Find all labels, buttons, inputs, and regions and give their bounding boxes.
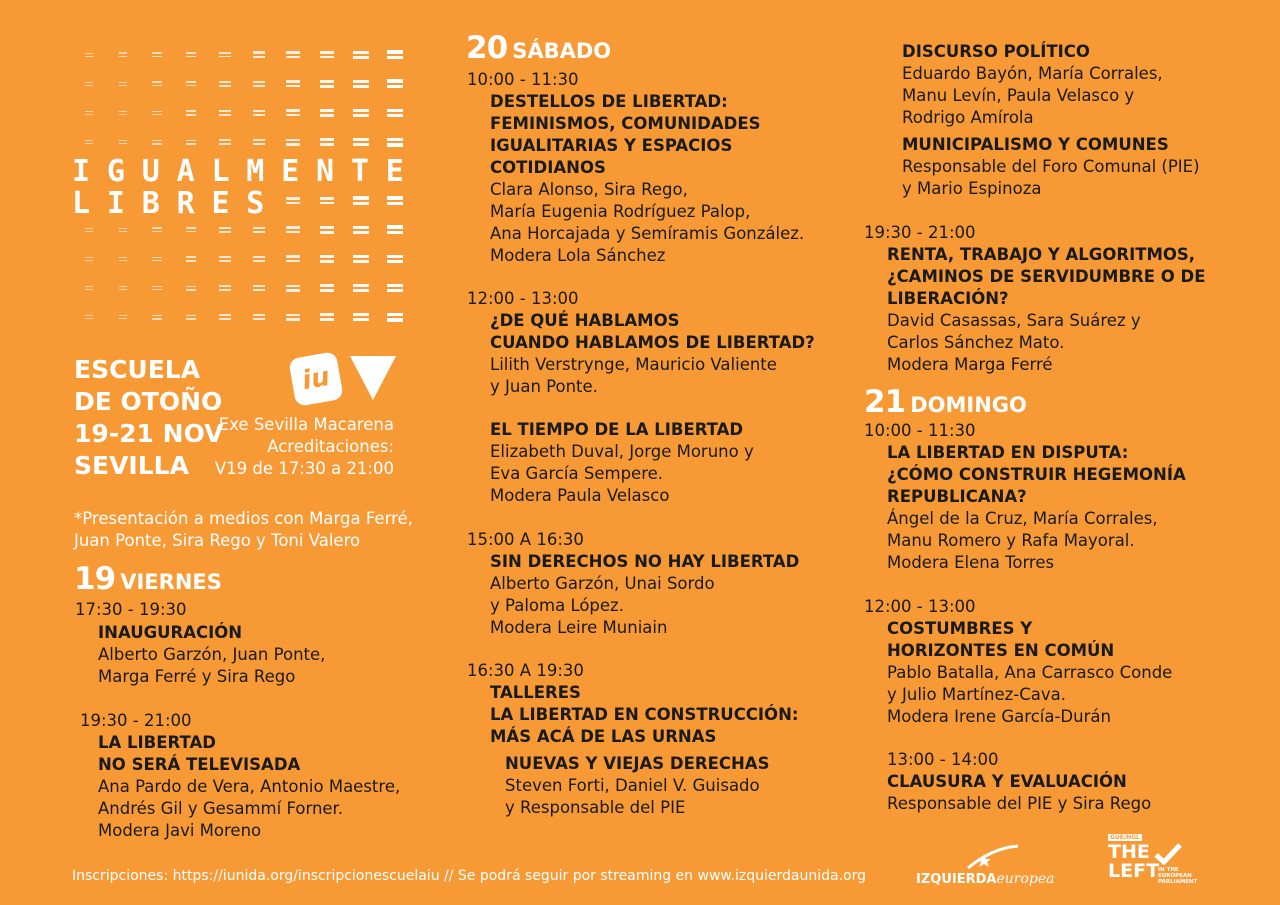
session-speakers: Marga Ferré y Sira Rego (98, 667, 296, 686)
day-header-friday (74, 561, 222, 597)
equals-glyph (387, 253, 403, 266)
session-block (490, 419, 754, 507)
equals-glyph (353, 194, 368, 206)
venue-line: V19 de 17:30 a 21:00 (214, 459, 394, 478)
equals-mark (242, 40, 276, 69)
equals-glyph (152, 225, 162, 234)
equals-mark (140, 69, 174, 98)
equals-glyph (253, 49, 266, 59)
equals-mark (140, 274, 174, 303)
equals-mark (310, 40, 344, 69)
equals-glyph (186, 254, 197, 263)
equals-mark (310, 215, 344, 244)
equals-glyph (253, 283, 266, 293)
equals-mark (174, 303, 208, 332)
equals-mark (174, 244, 208, 273)
equals-glyph (353, 49, 368, 61)
equals-mark (310, 274, 344, 303)
equals-mark (208, 303, 242, 332)
workshop-speakers: Eduardo Bayón, María Corrales, (902, 64, 1163, 83)
equals-mark (276, 40, 310, 69)
equals-glyph (219, 283, 231, 293)
session-speakers: Lilith Verstrynge, Mauricio Valiente (490, 355, 777, 374)
equals-glyph (286, 312, 299, 323)
session-speakers: y Julio Martínez-Cava. (887, 685, 1067, 704)
session-block (887, 771, 1151, 815)
session-time: 17:30 - 19:30 (75, 600, 187, 619)
equals-mark (344, 303, 378, 332)
equals-glyph (286, 283, 299, 294)
session-title: INAUGURACIÓN (98, 623, 243, 642)
equals-glyph (320, 49, 334, 61)
session-time: 15:00 A 16:30 (467, 530, 584, 549)
equals-glyph (286, 49, 299, 60)
equals-mark (208, 128, 242, 157)
equals-mark (242, 274, 276, 303)
equals-glyph (219, 312, 231, 322)
equals-glyph (253, 312, 266, 322)
workshop-title: NUEVAS Y VIEJAS DERECHAS (505, 754, 770, 773)
equals-mark (378, 244, 412, 273)
logo-text-left: LEFT (1108, 860, 1160, 882)
equals-mark (276, 303, 310, 332)
workshop-title: MUNICIPALISMO Y COMUNES (902, 135, 1169, 154)
checkmark-icon (1154, 843, 1182, 865)
equals-glyph (186, 284, 197, 293)
session-time: 12:00 - 13:00 (864, 597, 976, 616)
press-line: Juan Ponte, Sira Rego y Toni Valero (74, 531, 361, 550)
equals-glyph (253, 254, 266, 264)
equals-glyph (387, 194, 403, 207)
equals-mark (344, 98, 378, 127)
equals-mark (174, 274, 208, 303)
equals-glyph (85, 109, 93, 117)
equals-glyph (186, 79, 197, 88)
session-block (490, 551, 799, 639)
equals-glyph (186, 313, 197, 322)
session-speakers: Ángel de la Cruz, María Corrales, (887, 509, 1158, 528)
session-moderator: Modera Javi Moreno (98, 821, 262, 840)
equals-glyph (353, 311, 368, 323)
equals-glyph (320, 253, 334, 265)
workshop-speakers: Rodrigo Amírola (902, 108, 1034, 127)
equals-mark (208, 40, 242, 69)
equals-mark (344, 40, 378, 69)
brand-line-1 (72, 154, 421, 189)
equals-glyph (85, 138, 93, 146)
session-title: COTIDIANOS (490, 158, 606, 177)
event-title-line: ESCUELA (74, 355, 201, 384)
equals-glyph (286, 224, 299, 235)
session-block (490, 91, 804, 267)
equals-glyph (85, 226, 93, 234)
session-title: ¿DE QUÉ HABLAMOS (490, 311, 680, 330)
equals-glyph (387, 107, 403, 120)
equals-mark (378, 303, 412, 332)
session-speakers: David Casassas, Sara Suárez y (887, 311, 1141, 330)
equals-mark (72, 244, 106, 273)
equals-mark (344, 215, 378, 244)
venue-line: Exe Sevilla Macarena (218, 415, 394, 434)
session-time: 19:30 - 21:00 (80, 711, 192, 730)
venue-line: Acreditaciones: (267, 437, 394, 456)
equals-mark (72, 69, 106, 98)
session-time: 16:30 A 19:30 (467, 661, 584, 680)
session-time: 12:00 - 13:00 (467, 289, 579, 308)
session-moderator: Modera Marga Ferré (887, 355, 1053, 374)
equals-mark (378, 98, 412, 127)
brand-igualmente: IGUALMENTE (72, 154, 421, 189)
izquierda-europea-logo (916, 840, 1056, 890)
session-title: HORIZONTES EN COMÚN (887, 641, 1115, 660)
workshop-speakers: Steven Forti, Daniel V. Guisado (505, 776, 760, 795)
day-name: VIERNES (120, 570, 222, 594)
equals-mark (106, 274, 140, 303)
session-speakers: Manu Romero y Rafa Mayoral. (887, 531, 1135, 550)
workshop-title: DISCURSO POLÍTICO (902, 42, 1090, 61)
session-title: LA LIBERTAD EN DISPUTA: (887, 443, 1129, 462)
session-time: 10:00 - 11:30 (864, 421, 976, 440)
session-title: TALLERES (490, 683, 581, 702)
session-title: ¿CÓMO CONSTRUIR HEGEMONÍA (887, 465, 1186, 484)
equals-glyph (85, 80, 93, 88)
equals-glyph (286, 195, 299, 206)
equals-mark (344, 69, 378, 98)
equals-glyph (253, 225, 266, 235)
equals-glyph (387, 282, 403, 295)
session-moderator: Modera Paula Velasco (490, 486, 670, 505)
equals-mark (140, 303, 174, 332)
session-speakers: Carlos Sánchez Mato. (887, 333, 1065, 352)
equals-mark (72, 128, 106, 157)
session-moderator: Modera Irene García-Durán (887, 707, 1111, 726)
equals-mark (242, 244, 276, 273)
equals-glyph (286, 137, 299, 148)
session-speakers: Clara Alonso, Sira Rego, (490, 180, 688, 199)
session-title: CUANDO HABLAMOS DE LIBERTAD? (490, 333, 815, 352)
equals-glyph (186, 50, 197, 59)
session-time: 10:00 - 11:30 (467, 70, 579, 89)
equals-glyph (253, 79, 266, 89)
triangle-logo-icon (350, 356, 396, 400)
equals-glyph (320, 78, 334, 90)
equals-mark (174, 128, 208, 157)
session-title: IGUALITARIAS Y ESPACIOS (490, 136, 733, 155)
equals-mark (208, 98, 242, 127)
equals-glyph (186, 108, 197, 117)
session-moderator: Modera Elena Torres (887, 553, 1055, 572)
equals-mark (174, 69, 208, 98)
equals-glyph (353, 107, 368, 119)
day-number: 19 (74, 561, 116, 597)
workshop-speakers: y Mario Espinoza (902, 179, 1042, 198)
equals-glyph (320, 311, 334, 323)
equals-mark (276, 274, 310, 303)
equals-mark (276, 69, 310, 98)
equals-glyph (152, 255, 162, 264)
equals-mark (378, 128, 412, 157)
equals-mark (378, 186, 412, 215)
equals-glyph (320, 224, 334, 236)
session-title: COSTUMBRES Y (887, 619, 1033, 638)
the-left-logo (1108, 834, 1218, 888)
equals-glyph (152, 50, 162, 59)
equals-mark (242, 128, 276, 157)
equals-mark (174, 98, 208, 127)
equals-glyph (219, 137, 231, 147)
equals-mark (344, 274, 378, 303)
equals-mark (242, 98, 276, 127)
equals-mark (140, 244, 174, 273)
equals-mark (174, 40, 208, 69)
session-speakers: y Juan Ponte. (490, 377, 598, 396)
day-header-saturday (466, 30, 611, 66)
workshop-block (902, 134, 1200, 200)
session-speakers: Pablo Batalla, Ana Carrasco Conde (887, 663, 1173, 682)
equals-mark (276, 128, 310, 157)
parliament-line: IN THE (1158, 867, 1179, 873)
logo-text-the: THE (1108, 841, 1150, 863)
event-title-line: DE OTOÑO (74, 387, 223, 416)
equals-mark (72, 274, 106, 303)
equals-glyph (320, 107, 334, 119)
iu-logo (288, 351, 344, 407)
equals-glyph (353, 253, 368, 265)
workshop-speakers: Responsable del Foro Comunal (PIE) (902, 157, 1200, 176)
equals-mark (106, 98, 140, 127)
session-title: ¿CAMINOS DE SERVIDUMBRE O DE (887, 267, 1206, 286)
equals-glyph (353, 282, 368, 294)
equals-glyph (353, 136, 368, 148)
day-name: SÁBADO (512, 39, 612, 63)
day-header-sunday (864, 384, 1027, 420)
brand-line-2 (72, 186, 281, 221)
equals-mark (310, 186, 344, 215)
equals-mark (310, 98, 344, 127)
session-speakers: Andrés Gil y Gesammí Forner. (98, 799, 344, 818)
equals-glyph (119, 50, 128, 58)
equals-glyph (219, 108, 231, 118)
equals-glyph (85, 284, 93, 292)
session-speakers: María Eugenia Rodríguez Palop, (490, 202, 751, 221)
session-title: SIN DERECHOS NO HAY LIBERTAD (490, 552, 800, 571)
venue-info (200, 414, 394, 480)
equals-glyph (186, 225, 197, 234)
equals-mark (378, 215, 412, 244)
session-block (887, 244, 1206, 376)
izquierda-europea-wordmark (916, 868, 1054, 887)
equals-mark (106, 303, 140, 332)
workshop-speakers: y Responsable del PIE (505, 798, 686, 817)
equals-mark (208, 69, 242, 98)
session-time: 13:00 - 14:00 (887, 750, 999, 769)
workshop-speakers: Manu Levín, Paula Velasco y (902, 86, 1135, 105)
session-block (887, 442, 1186, 574)
equals-mark (106, 244, 140, 273)
equals-glyph (119, 255, 128, 263)
equals-glyph (219, 79, 231, 89)
equals-glyph (286, 107, 299, 118)
gue-ngl-label: GUE/NGL (1110, 834, 1140, 841)
equals-mark (208, 244, 242, 273)
session-title: NO SERÁ TELEVISADA (98, 755, 301, 774)
equals-glyph (387, 136, 403, 149)
session-time: 19:30 - 21:00 (864, 223, 976, 242)
equals-mark (344, 186, 378, 215)
session-block (887, 618, 1172, 728)
equals-mark (242, 69, 276, 98)
session-title: CLAUSURA Y EVALUACIÓN (887, 772, 1127, 791)
equals-mark (140, 40, 174, 69)
event-title-line: 19-21 NOV (74, 419, 224, 448)
press-line: *Presentación a medios con Marga Ferré, (74, 509, 413, 528)
session-title: EL TIEMPO DE LA LIBERTAD (490, 420, 744, 439)
day-name: DOMINGO (910, 393, 1027, 417)
equals-glyph (119, 226, 128, 234)
registration-footer: Inscripciones: https://iunida.org/inscripcionescuelaiu // Se podrá seguir por streaming en www.izquierdaunida.org (72, 868, 866, 884)
equals-mark (72, 303, 106, 332)
equals-glyph (219, 225, 231, 235)
equals-glyph (387, 223, 403, 236)
session-speakers: Alberto Garzón, Unai Sordo (490, 574, 715, 593)
session-moderator: Modera Lola Sánchez (490, 246, 666, 265)
session-block (98, 732, 400, 842)
session-title: MÁS ACÁ DE LAS URNAS (490, 727, 717, 746)
workshop-block (902, 41, 1163, 129)
session-title: DESTELLOS DE LIBERTAD: (490, 92, 728, 111)
equals-glyph (186, 138, 197, 147)
equals-mark (344, 128, 378, 157)
equals-glyph (353, 78, 368, 90)
equals-glyph (286, 78, 299, 89)
equals-mark (106, 69, 140, 98)
equals-mark (242, 303, 276, 332)
equals-mark (344, 244, 378, 273)
parliament-line: EUROPEAN (1158, 873, 1192, 879)
press-note (74, 508, 413, 552)
session-speakers: Eva García Sempere. (490, 464, 664, 483)
equals-mark (378, 274, 412, 303)
session-title: LA LIBERTAD EN CONSTRUCCIÓN: (490, 705, 799, 724)
equals-mark (310, 303, 344, 332)
equals-mark (72, 98, 106, 127)
event-title-line: SEVILLA (74, 451, 189, 480)
session-block (98, 622, 325, 688)
equals-glyph (253, 137, 266, 147)
equals-mark (140, 98, 174, 127)
session-title: LA LIBERTAD (98, 733, 216, 752)
equals-glyph (152, 79, 162, 88)
equals-glyph (119, 80, 128, 88)
workshop-block (505, 753, 769, 819)
equals-mark (378, 69, 412, 98)
equals-mark (72, 40, 106, 69)
equals-glyph (152, 313, 162, 322)
logo-text-europea: europea (996, 871, 1055, 887)
equals-glyph (152, 284, 162, 293)
session-speakers: Responsable del PIE y Sira Rego (887, 794, 1152, 813)
day-number: 20 (466, 30, 508, 66)
equals-glyph (85, 313, 93, 321)
brand-libres: LIBRES (72, 186, 282, 221)
equals-glyph (85, 255, 93, 263)
equals-mark (106, 128, 140, 157)
equals-glyph (119, 138, 128, 146)
equals-mark (208, 274, 242, 303)
iu-logo-text: iu (299, 361, 333, 397)
session-title: REPUBLICANA? (887, 487, 1027, 506)
equals-glyph (387, 48, 403, 61)
equals-glyph (387, 77, 403, 90)
session-speakers: Ana Horcajada y Semíramis González. (490, 224, 805, 243)
equals-mark (310, 69, 344, 98)
session-speakers: Ana Pardo de Vera, Antonio Maestre, (98, 777, 401, 796)
equals-mark (310, 244, 344, 273)
equals-glyph (286, 253, 299, 264)
equals-mark (140, 128, 174, 157)
equals-mark (276, 244, 310, 273)
equals-glyph (320, 195, 334, 207)
equals-mark (276, 98, 310, 127)
day-number: 21 (864, 384, 906, 420)
equals-glyph (85, 51, 93, 59)
session-block (490, 682, 798, 748)
session-moderator: Modera Leire Muniain (490, 618, 668, 637)
equals-glyph (152, 138, 162, 147)
equals-glyph (387, 311, 403, 324)
equals-glyph (320, 282, 334, 294)
equals-glyph (152, 109, 162, 118)
session-speakers: Elizabeth Duval, Jorge Moruno y (490, 442, 754, 461)
equals-glyph (219, 50, 231, 60)
session-block (490, 310, 815, 398)
session-title: RENTA, TRABAJO Y ALGORITMOS, (887, 245, 1196, 264)
session-title: LIBERACIÓN? (887, 289, 1009, 308)
equals-mark (378, 40, 412, 69)
equals-glyph (353, 224, 368, 236)
equals-glyph (253, 108, 266, 118)
session-speakers: y Paloma López. (490, 596, 624, 615)
parliament-label (1158, 867, 1197, 885)
parliament-line: PARLIAMENT (1158, 879, 1198, 885)
equals-glyph (119, 313, 128, 321)
equals-mark (310, 128, 344, 157)
session-title: FEMINISMOS, COMUNIDADES (490, 114, 761, 133)
equals-glyph (219, 254, 231, 264)
equals-glyph (119, 109, 128, 117)
logo-text-izquierda: IZQUIERDA (916, 872, 997, 887)
equals-mark (106, 40, 140, 69)
equals-glyph (119, 284, 128, 292)
session-speakers: Alberto Garzón, Juan Ponte, (98, 645, 326, 664)
equals-glyph (320, 136, 334, 148)
